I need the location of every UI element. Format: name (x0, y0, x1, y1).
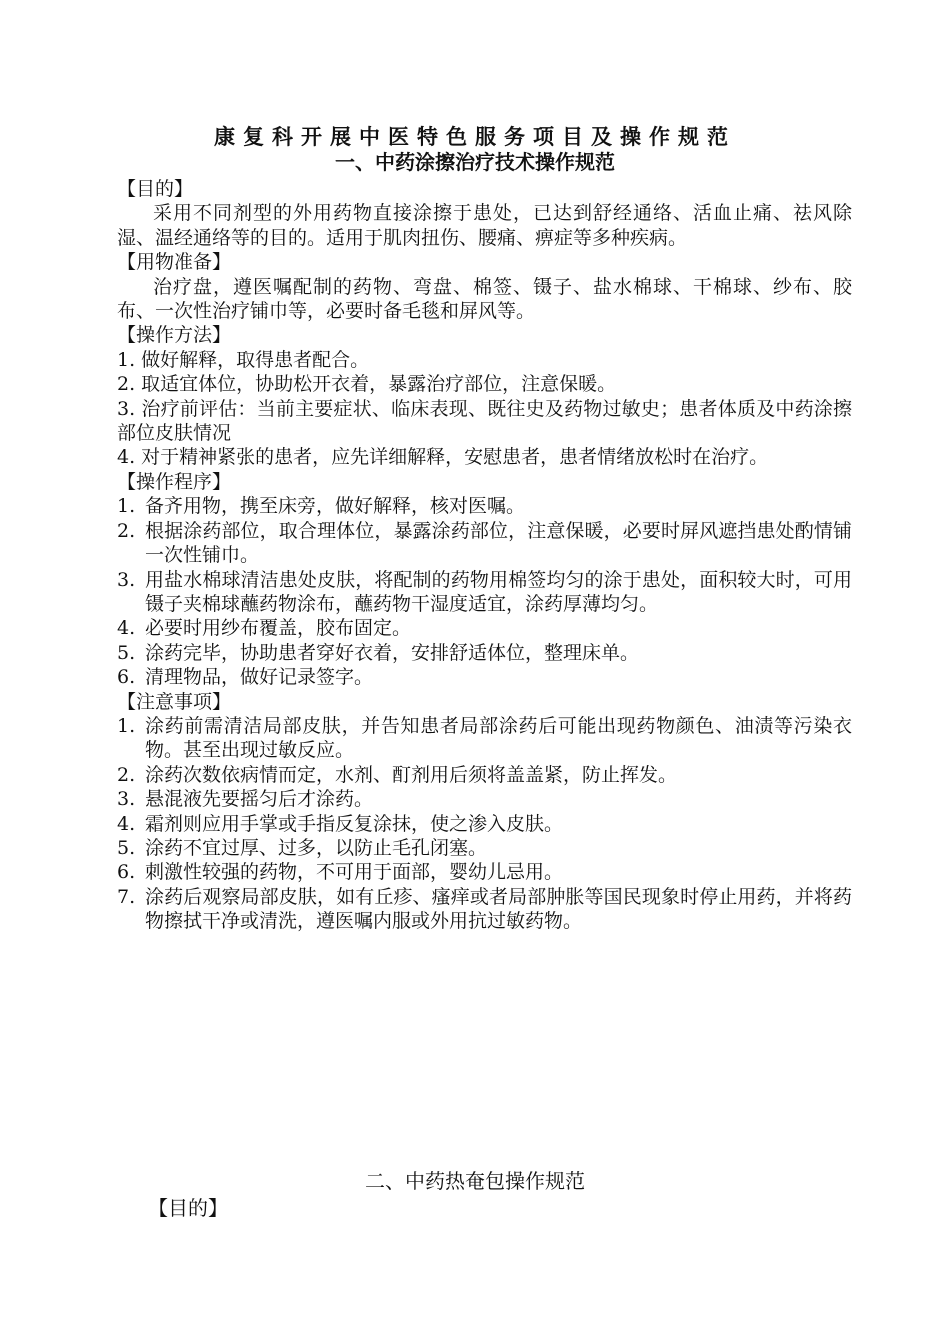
procedure-heading: 【操作程序】 (117, 470, 232, 493)
method-item: 1. 做好解释，取得患者配合。 (117, 348, 370, 371)
notes-text: 悬混液先要摇匀后才涂药。 (145, 788, 374, 811)
purpose-text: 采用不同剂型的外用药物直接涂擦于患处，已达到舒经通络、活血止痛、祛风除湿、温经通络等的目的。适用于肌肉扭伤、腰痛、痹症等多种疾病。 (117, 202, 852, 249)
procedure-item (117, 665, 852, 689)
procedure-item (117, 616, 852, 640)
procedure-item (117, 568, 852, 617)
procedure-text: 必要时用纱布覆盖，胶布固定。 (145, 617, 412, 640)
procedure-item (117, 519, 852, 568)
notes-text: 涂药后观察局部皮肤，如有丘疹、瘙痒或者局部肿胀等国民现象时停止用药，并将药物擦拭干净或清洗，遵医嘱内服或外用抗过敏药物。 (145, 885, 852, 933)
notes-text: 刺激性较强的药物，不可用于面部，婴幼儿忌用。 (145, 861, 564, 884)
procedure-text: 根据涂药部位，取合理体位，暴露涂药部位，注意保暖，必要时屏风遮挡患处酌情铺一次性铺巾。 (145, 519, 852, 567)
notes-number: 7. (117, 885, 136, 908)
procedure-text: 涂药完毕，协助患者穿好衣着，安排舒适体位，整理床单。 (145, 641, 640, 664)
section-1-title: 一、中药涂擦治疗技术操作规范 (335, 150, 615, 174)
supplies-heading: 【用物准备】 (117, 251, 232, 274)
notes-text: 涂药次数依病情而定，水剂、酊剂用后须将盖盖紧，防止挥发。 (145, 763, 678, 786)
notes-text: 涂药不宜过厚、过多，以防止毛孔闭塞。 (145, 836, 488, 859)
procedure-number: 5. (117, 641, 136, 664)
procedure-text: 备齐用物，携至床旁，做好解释，核对医嘱。 (145, 495, 526, 518)
section-2-title: 二、中药热奄包操作规范 (365, 1169, 585, 1193)
notes-number: 1. (117, 714, 136, 737)
notes-item (117, 836, 852, 860)
notes-item (117, 812, 852, 836)
procedure-number: 4. (117, 617, 136, 640)
notes-item (117, 885, 852, 934)
notes-item (117, 763, 852, 787)
procedure-text: 清理物品，做好记录签字。 (145, 666, 374, 689)
notes-text: 霜剂则应用手掌或手指反复涂抹，使之渗入皮肤。 (145, 812, 564, 835)
procedure-number: 1. (117, 495, 136, 518)
notes-number: 4. (117, 812, 136, 835)
section-1-body (117, 177, 852, 934)
procedure-text: 用盐水棉球清洁患处皮肤，将配制的药物用棉签均匀的涂于患处，面积较大时，可用镊子夹棉球蘸药物涂布，蘸药物干湿度适宜，涂药厚薄均匀。 (145, 568, 852, 615)
supplies-text: 治疗盘，遵医嘱配制的药物、弯盘、棉签、镊子、盐水棉球、干棉球、纱布、胶布、一次性治疗铺巾等，必要时备毛毯和屏风等。 (117, 275, 852, 323)
notes-number: 5. (117, 836, 136, 859)
notes-number: 6. (117, 861, 136, 884)
notes-item (117, 787, 852, 811)
notes-text: 涂药前需清洁局部皮肤，并告知患者局部涂药后可能出现药物颜色、油渍等污染衣物。甚至出现过敏反应。 (145, 714, 852, 762)
procedure-item (117, 494, 852, 518)
notes-item (117, 860, 852, 884)
method-item: 3. 治疗前评估：当前主要症状、临床表现、既往史及药物过敏史；患者体质及中药涂擦部位皮肤情况 (117, 397, 852, 445)
notes-number: 3. (117, 788, 136, 811)
section-2-purpose-heading: 【目的】 (148, 1196, 228, 1220)
method-item: 4. 对于精神紧张的患者，应先详细解释，安慰患者，患者情绪放松时在治疗。 (117, 446, 769, 469)
purpose-heading: 【目的】 (117, 178, 194, 200)
procedure-item (117, 641, 852, 665)
notes-item (117, 714, 852, 763)
procedure-number: 2. (117, 519, 136, 542)
procedure-number: 3. (117, 568, 136, 591)
procedure-number: 6. (117, 666, 136, 689)
notes-heading: 【注意事项】 (117, 690, 232, 713)
method-item: 2. 取适宜体位，协助松开衣着，暴露治疗部位，注意保暖。 (117, 373, 617, 396)
notes-number: 2. (117, 763, 136, 786)
method-heading: 【操作方法】 (117, 324, 232, 347)
document-title: 康复科开展中医特色服务项目及操作规范 (214, 124, 736, 149)
